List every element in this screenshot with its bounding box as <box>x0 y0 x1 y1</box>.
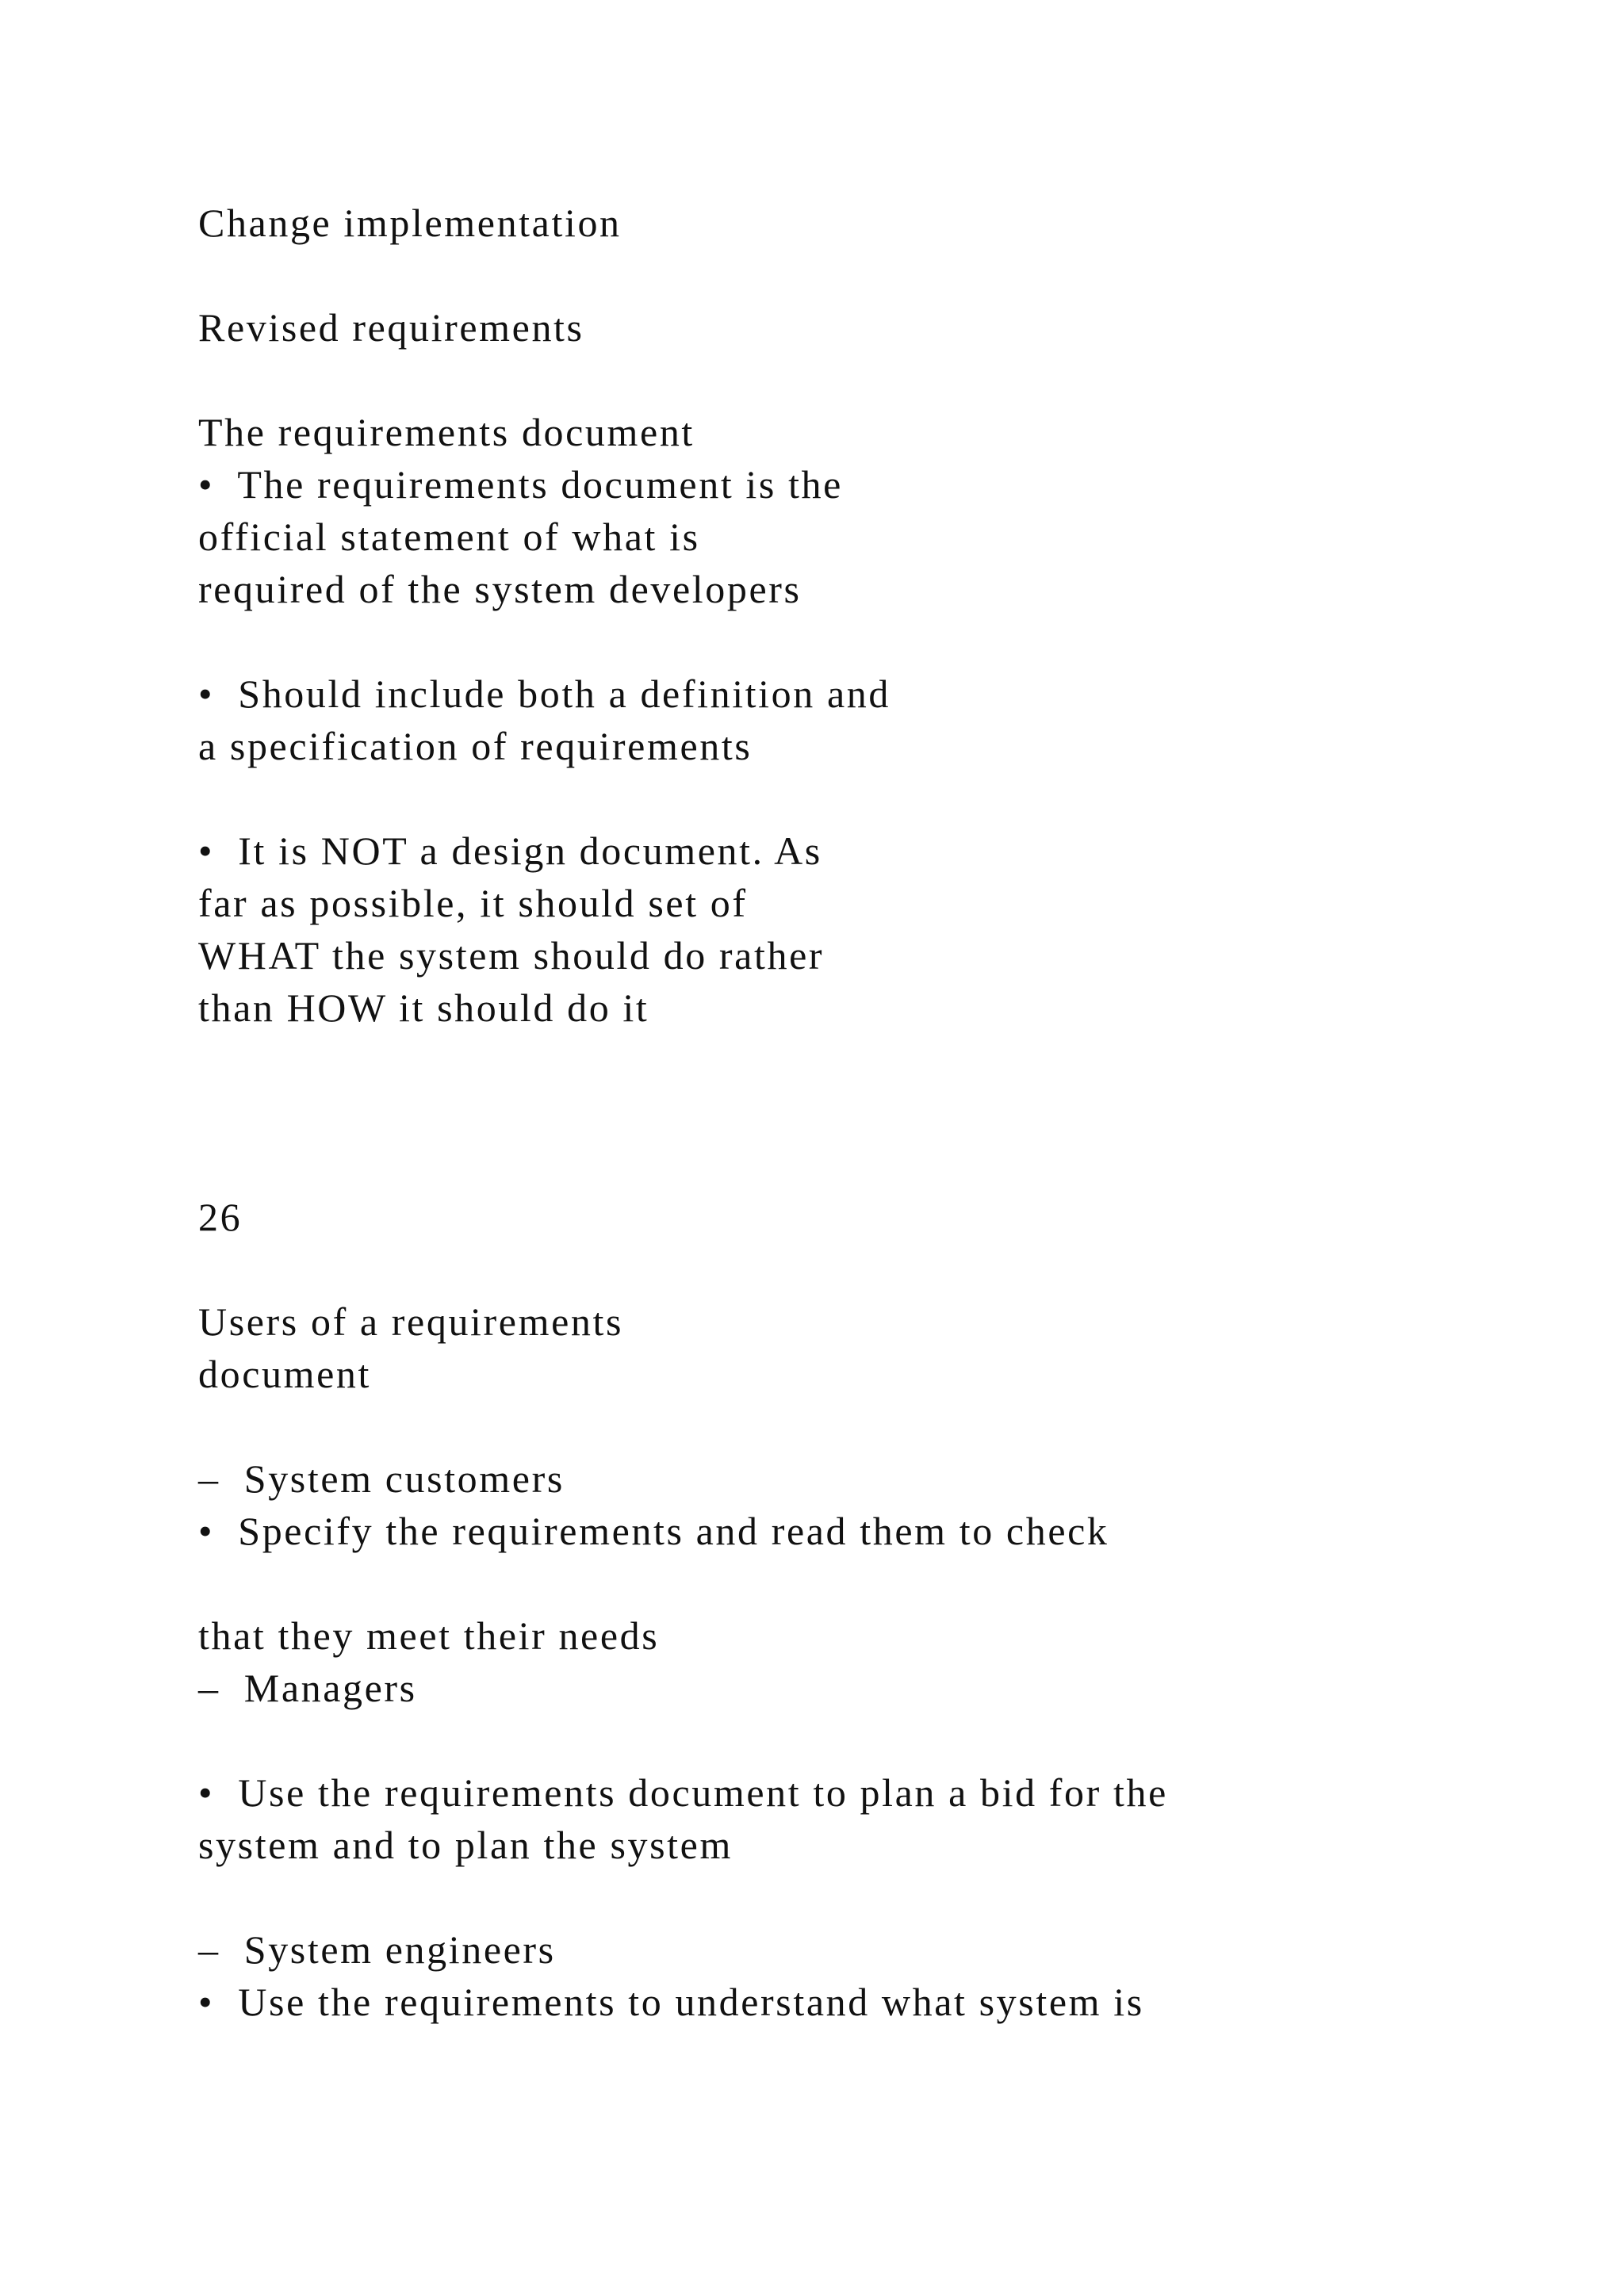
page-number: 26 <box>198 1195 243 1239</box>
body-line: a specification of requirements <box>198 724 753 768</box>
section-heading: The requirements document <box>198 410 695 454</box>
bullet-line: • It is NOT a design document. As <box>198 828 822 873</box>
section-heading: Change implementation <box>198 201 622 245</box>
section-heading: document <box>198 1352 371 1396</box>
bullet-line: • Specify the requirements and read them to check <box>198 1509 1109 1553</box>
section-heading: Revised requirements <box>198 305 584 350</box>
body-line: far as possible, it should set of <box>198 881 748 925</box>
bullet-line: • Should include both a definition and <box>198 672 891 716</box>
body-line: that they meet their needs <box>198 1613 660 1658</box>
bullet-line: • The requirements document is the <box>198 462 843 507</box>
body-line: system and to plan the system <box>198 1823 733 1867</box>
body-line: WHAT the system should do rather <box>198 933 825 978</box>
dash-item: – System customers <box>198 1456 565 1501</box>
bullet-line: • Use the requirements to understand what system is <box>198 1980 1144 2024</box>
body-line: official statement of what is <box>198 515 700 559</box>
body-line: than HOW it should do it <box>198 985 649 1030</box>
dash-item: – System engineers <box>198 1927 556 1972</box>
section-heading: Users of a requirements <box>198 1299 624 1344</box>
dash-item: – Managers <box>198 1666 417 1710</box>
body-line: required of the system developers <box>198 567 802 611</box>
bullet-line: • Use the requirements document to plan a bid for the <box>198 1770 1168 1815</box>
